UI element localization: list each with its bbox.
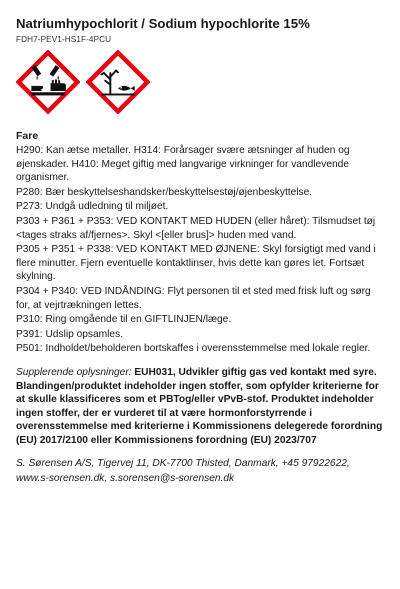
statement-item: P273: Undgå udledning til miljøet. [16, 201, 169, 213]
statement-item: P310: Ring omgående til en GIFTLINJEN/læge. [16, 314, 232, 326]
supplier-line-2: www.s-sorensen.dk, s.sorensen@s-sorensen.dk [16, 472, 235, 484]
statement-item: P304 + P340: VED INDÅNDING: Flyt personen til et sted med frisk luft og sørg for, at vejrtrækningen lettes. [16, 285, 371, 311]
environment-icon [86, 50, 150, 114]
statement-item: P280: Bær beskyttelseshandsker/beskyttelsestøj/øjenbeskyttelse. [16, 186, 313, 198]
hazard-pictograms [16, 50, 384, 116]
signal-word: Fare [16, 130, 39, 142]
statement-item: P391: Udslip opsamles. [16, 328, 124, 340]
supplier-line-1: S. Sørensen A/S, Tigervej 11, DK-7700 Thisted, Danmark, +45 97922622, [16, 458, 350, 470]
supplementary-label: Supplerende oplysninger: [16, 366, 132, 378]
hazard-statements [16, 144, 384, 356]
supplementary-info [16, 366, 384, 448]
statement-item: P303 + P361 + P353: VED KONTAKT MED HUDEN (eller håret): Tilsmudset tøj <tages straks af/fjernes>. Skyl <[eller brus]> huden med vand. [16, 215, 376, 241]
supplementary-text: EUH031, Udvikler giftig gas ved kontakt med syre. Blandingen/produktet indeholder ingen stoffer, som opfylder kriterierne for at skulle klassificeres som et PBTog/eller vPvB-stof. Produktet indeholder ingen stoffer, der er vurderet til at være hormonforstyrrende i overensstemmelse med kriterierne i Kommissionens delegerede forordning (EU) 2017/2100 eller Kommissionens forordning (EU) 2023/707 [16, 366, 383, 446]
statement-item: P501: Indholdet/beholderen bortskaffes i overensstemmelse med lokale regler. [16, 343, 371, 355]
ufi-code: FDH7-PEV1-HS1F-4PCU [16, 35, 112, 44]
corrosion-icon [16, 50, 80, 114]
statement-item: P305 + P351 + P338: VED KONTAKT MED ØJNENE: Skyl forsigtigt med vand i flere minutter. Fjern eventuelle kontaktlinser, hvis dette kan gøres let. Fortsæt skylning. [16, 244, 376, 283]
statement-item: H290: Kan ætse metaller. H314: Forårsager svære ætsninger af huden og øjenskader. H410: Meget giftig med langvarige virkninger for vandlevende organismer. [16, 145, 350, 184]
product-title: Natriumhypochlorit / Sodium hypochlorite 15% [16, 16, 310, 31]
supplier-info [16, 457, 384, 485]
